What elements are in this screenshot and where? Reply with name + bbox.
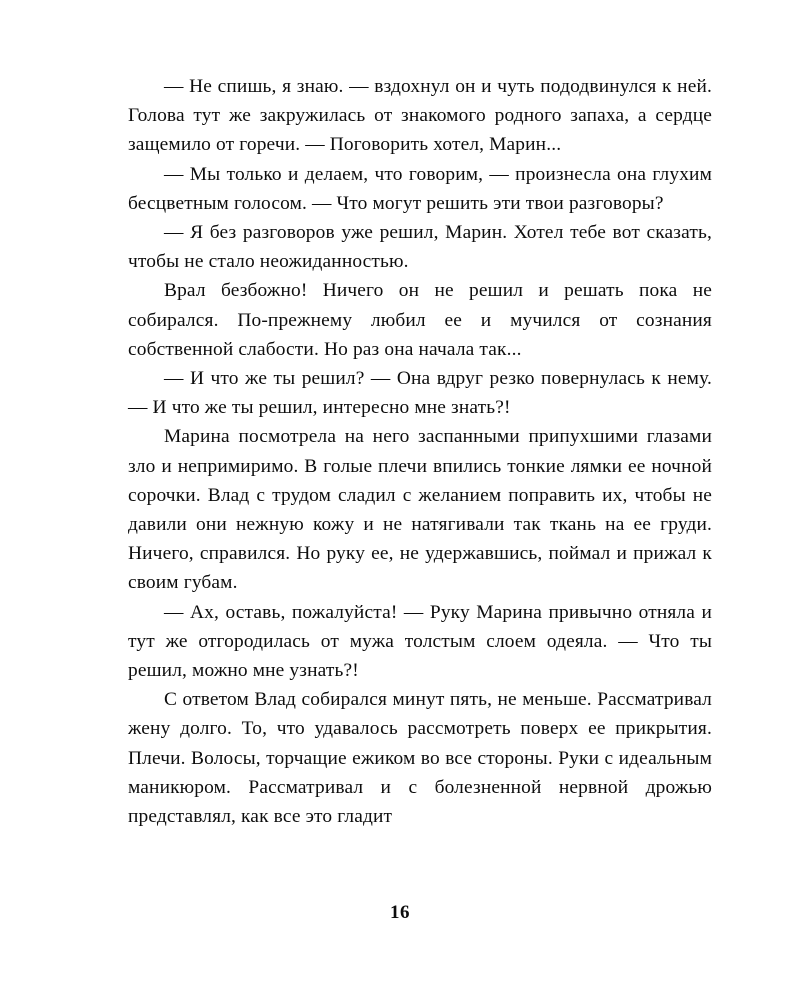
paragraph: — Мы только и делаем, что говорим, — произнесла она глухим бесцветным голосом. — Что могут решить эти твои разговоры? xyxy=(128,163,712,214)
paragraph: — Не спишь, я знаю. — вздохнул он и чуть пододвинулся к ней. Голова тут же закружилась от знакомого родного запаха, а сердце защемило от горечи. — Поговорить хотел, Марин... xyxy=(128,76,712,156)
paragraph: С ответом Влад собирался минут пять, не меньше. Рассматривал жену долго. То, что удавалось рассмотреть поверх ее прикрытия. Плечи. Волосы, торчащие ежиком во все стороны. Руки с идеальным маникюром. Рассматривал и с болезненной нервной дрожью представлял, как все это гладит xyxy=(128,689,712,828)
paragraph: — Я без разговоров уже решил, Марин. Хотел тебе вот сказать, чтобы не стало неожиданностью. xyxy=(128,222,712,273)
paragraph: Марина посмотрела на него заспанными припухшими глазами зло и непримиримо. В голые плечи впились тонкие лямки ее ночной сорочки. Влад с трудом сладил с желанием поправить их, чтобы не давили они нежную кожу и не натягивали так ткань на ее груди. Ничего, справился. Но руку ее, не удержавшись, поймал и прижал к своим губам. xyxy=(128,426,712,594)
body-text xyxy=(128,72,712,831)
paragraph: Врал безбожно! Ничего он не решил и решать пока не собирался. По-прежнему любил ее и мучился от сознания собственной слабости. Но раз она начала так... xyxy=(128,280,712,360)
page-number: 16 xyxy=(390,902,410,923)
paragraph: — И что же ты решил? — Она вдруг резко повернулась к нему. — И что же ты решил, интересно мне знать?! xyxy=(128,368,712,419)
paragraph: — Ах, оставь, пожалуйста! — Руку Марина привычно отняла и тут же отгородилась от мужа толстым слоем одеяла. — Что ты решил, можно мне узнать?! xyxy=(128,601,712,682)
